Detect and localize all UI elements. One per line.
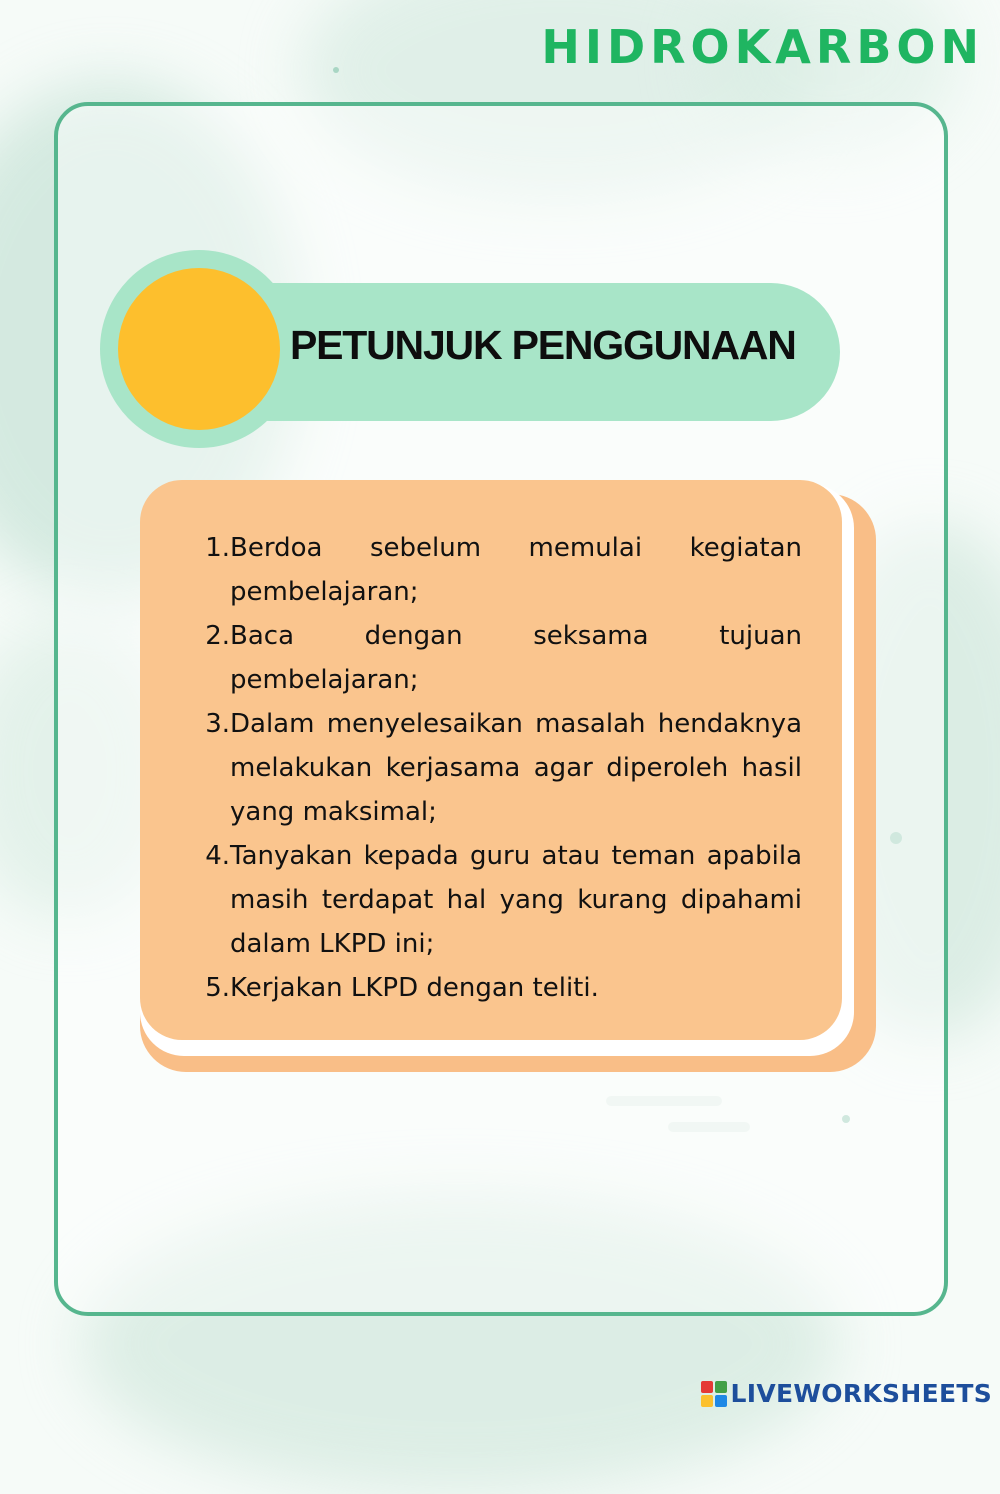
item-number: 5. xyxy=(205,973,230,1003)
section-heading: PETUNJUK PENGGUNAAN xyxy=(290,322,796,368)
item-text: Baca dengan seksama tujuan pembelajaran; xyxy=(230,621,802,695)
list-item xyxy=(200,614,802,702)
logo-text: LIVEWORKSHEETS xyxy=(730,1379,992,1408)
instructions-list xyxy=(200,526,802,1010)
decor-line xyxy=(606,1096,722,1106)
item-text: Kerjakan LKPD dengan teliti. xyxy=(230,973,599,1003)
list-item xyxy=(200,702,802,834)
list-item xyxy=(200,966,802,1010)
item-text: Berdoa sebelum memulai kegiatan pembelajaran; xyxy=(230,533,802,607)
yellow-circle-icon xyxy=(118,268,280,430)
list-item xyxy=(200,526,802,614)
item-text: Dalam menyelesaikan masalah hendaknya melakukan kerjasama agar diperoleh hasil yang maksimal; xyxy=(230,709,802,827)
decor-line xyxy=(668,1122,750,1132)
page-title: HIDROKARBON xyxy=(541,20,984,74)
decor-dot xyxy=(333,67,339,73)
liveworksheets-logo-icon xyxy=(701,1381,727,1407)
item-number: 3. xyxy=(205,709,230,739)
list-item xyxy=(200,834,802,966)
item-number: 4. xyxy=(205,841,230,871)
item-number: 1. xyxy=(205,533,230,563)
item-number: 2. xyxy=(205,621,230,651)
liveworksheets-logo[interactable] xyxy=(701,1379,992,1408)
item-text: Tanyakan kepada guru atau teman apabila masih terdapat hal yang kurang dipahami dalam LKPD ini; xyxy=(230,841,802,959)
